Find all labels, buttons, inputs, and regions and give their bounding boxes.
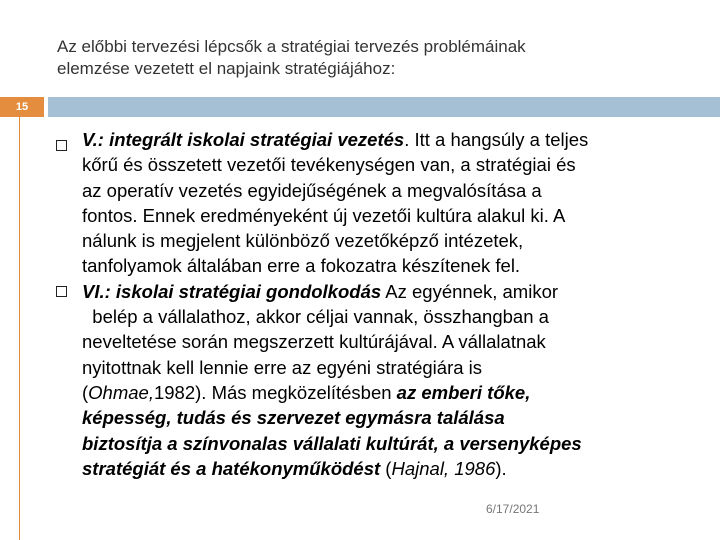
- citation-ohmae: Ohmae,: [88, 381, 154, 403]
- slide-body: [82, 127, 702, 481]
- bullet-2-line-4: nyitottnak kell lennie erre az egyéni stratégiára is: [82, 356, 483, 378]
- bullet-1-line-4: fontos. Ennek eredményeként új vezetői kultúra alakul ki. A: [82, 204, 566, 226]
- bullet-2-line-8: [82, 456, 702, 481]
- header-bar-blue: [48, 97, 720, 117]
- left-accent-line: [19, 117, 20, 540]
- title-line-1: Az előbbi tervezési lépcsők a stratégiai tervezés problémáinak: [57, 37, 526, 56]
- paren-close: ).: [495, 457, 507, 479]
- slide-number: 15: [15, 101, 29, 113]
- bullet-2-heading: VI.: iskolai stratégiai gondolkodás: [82, 280, 382, 302]
- bullet-2-text-mid: 1982). Más megközelítésben: [153, 381, 397, 403]
- citation-hajnal: Hajnal, 1986: [391, 457, 496, 479]
- bullet-2-text: Az egyénnek, amikor: [381, 280, 559, 302]
- bullet-2-line-7: biztosítja a színvonalas vállalati kultúrát, a versenyképes: [82, 432, 582, 454]
- bullet-1-line-1: [82, 127, 702, 152]
- bullet-2-line-1: [82, 279, 702, 304]
- bullet-1-line-5: nálunk is megjelent különböző vezetőképző intézetek,: [82, 230, 524, 252]
- bullet-2-line-2: belép a vállalathoz, akkor céljai vannak, összhangban a: [82, 306, 549, 328]
- paren-open-2: (: [380, 457, 392, 479]
- footer-date: 6/17/2021: [486, 502, 540, 516]
- bullet-2-line-3: neveltetése során megszerzett kultúrájával. A vállalatnak: [82, 331, 546, 353]
- bullet-1-heading: V.: integrált iskolai stratégiai vezetés: [82, 129, 405, 150]
- paren-open: (: [82, 381, 89, 403]
- bullet-1-line-2: kőrű és összetett vezetői tevékenységen van, a stratégiai és: [82, 154, 576, 176]
- bullet-2-line-5: [82, 380, 702, 405]
- bullet-icon-1: [56, 140, 67, 151]
- bullet-2-line-6: képesség, tudás és szervezet egymásra találása: [82, 407, 505, 429]
- slide-title: [57, 36, 677, 80]
- bullet-1-text: . Itt a hangsúly a teljes: [404, 129, 589, 150]
- emphasis-efficiency: stratégiát és a hatékonyműködést: [82, 457, 381, 479]
- bullet-1-line-3: az operatív vezetés egyidejűségének a megvalósítása a: [82, 179, 542, 201]
- bullet-icon-2: [56, 286, 67, 297]
- emphasis-human-capital: az emberi tőke,: [396, 381, 531, 403]
- bullet-1-line-6: tanfolyamok általában erre a fokozatra készítenek fel.: [82, 255, 521, 277]
- title-line-2: elemzése vezetett el napjaink stratégiájához:: [57, 59, 396, 78]
